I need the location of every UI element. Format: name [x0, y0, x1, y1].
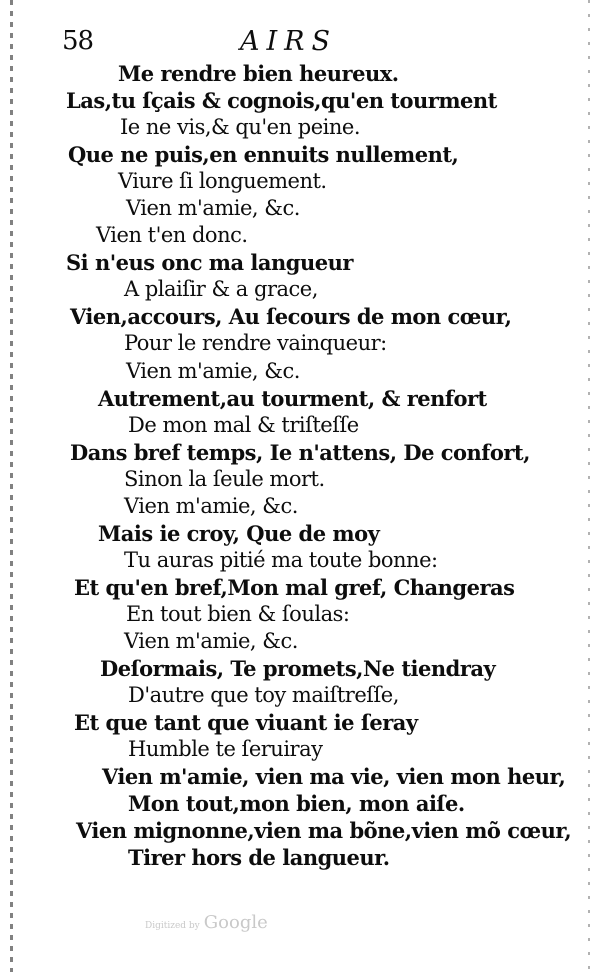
poem-line: Vien m'amie, vien ma vie, vien mon heur,: [102, 764, 566, 790]
poem-line: Et qu'en bref,Mon mal gref, Changeras: [74, 574, 515, 600]
poem-line: Autrement,au tourment, & renfort: [98, 385, 487, 411]
poem-line: Vien m'amie, &c.: [124, 493, 298, 518]
poem-line: Humble te ſeruiray: [128, 737, 323, 762]
poem-line: Vien,accours, Au ſecours de mon cœur,: [70, 304, 512, 330]
poem-line: Vien m'amie, &c.: [124, 628, 298, 653]
page-number: 58: [62, 26, 94, 56]
poem-line: D'autre que toy maiſtreſſe,: [128, 683, 399, 708]
poem-line: A plaiſir & a grace,: [124, 277, 318, 302]
poem-line: Que ne puis,en ennuits nullement,: [68, 142, 459, 168]
poem-line: Dans bref temps, Ie n'attens, De confort,: [70, 439, 530, 465]
poem-line: Vien t'en donc.: [96, 223, 248, 248]
poem-line: Vien m'amie, &c.: [126, 358, 300, 383]
poem-line: Ie ne vis,& qu'en peine.: [120, 115, 361, 140]
poem-line: Pour le rendre vainqueur:: [124, 331, 387, 356]
poem-line: Si n'eus onc ma langueur: [66, 250, 353, 276]
poem-line: Tu auras pitié ma toute bonne:: [124, 547, 438, 572]
poem-line: Sinon la ſeule mort.: [124, 466, 325, 491]
watermark-brand: Google: [203, 912, 268, 933]
poem-line: En tout bien & ſoulas:: [126, 601, 350, 626]
poem-line: Deſormais, Te promets,Ne tiendray: [100, 656, 496, 682]
poem-line: Me rendre bien heureux.: [118, 61, 399, 86]
poem-line: Mais ie croy, Que de moy: [98, 520, 380, 546]
poem-line: De mon mal & triſteſſe: [128, 412, 359, 437]
poem-text: [0, 60, 596, 871]
digitization-watermark: [145, 912, 268, 933]
poem-line: Tirer hors de langueur.: [128, 845, 390, 871]
poem-line: Mon tout,mon bien, mon aiſe.: [128, 791, 465, 817]
poem-line: Vien m'amie, &c.: [126, 196, 300, 221]
poem-line: Las,tu ſçais & cognois,qu'en tourment: [66, 88, 497, 114]
poem-line: Vien mignonne,vien ma bõne,vien mõ cœur,: [76, 818, 572, 844]
watermark-prefix: Digitized by: [145, 921, 200, 931]
poem-line: Et que tant que viuant ie ſeray: [74, 710, 418, 736]
running-head: AIRS: [240, 26, 337, 57]
poem-line: Viure ſi longuement.: [118, 169, 327, 194]
